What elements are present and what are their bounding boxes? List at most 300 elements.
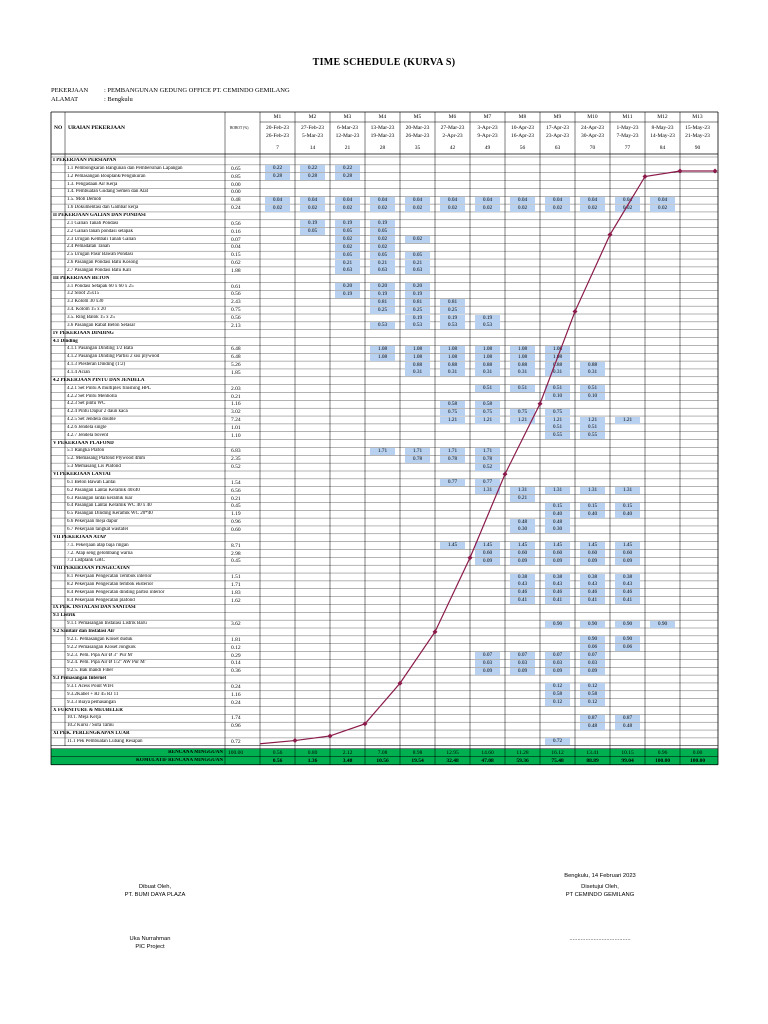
task-weight: 1.16 xyxy=(231,691,241,698)
task-weight: 2.43 xyxy=(231,299,241,306)
schedule-bar: 1.08 xyxy=(510,346,535,353)
task-weight: 0.12 xyxy=(231,644,241,651)
task-weight: 0.24 xyxy=(231,683,241,690)
schedule-bar: 0.60 xyxy=(475,550,500,557)
task-weight: 1.83 xyxy=(231,589,241,596)
schedule-bar: 0.04 xyxy=(440,197,465,204)
schedule-bar: 0.20 xyxy=(405,283,430,290)
schedule-bar: 1.71 xyxy=(440,448,465,455)
month-label: M9 xyxy=(553,114,562,120)
signer-name: Uka Nurrahman xyxy=(129,936,171,942)
date-from-label: 27-Feb-23 xyxy=(301,125,324,131)
task-label: 2.2 Galian tanah pondasi setapak xyxy=(67,228,133,234)
task-label: 9.2.4. Pem. Pipa Air Ø 1/2" AW Pur M' xyxy=(67,660,146,666)
schedule-bar: 0.09 xyxy=(615,558,640,565)
place-date: Bengkulu, 14 Februari 2023 xyxy=(564,873,636,879)
task-label: 8.4 Pekerjaan Pengecatan dinding partisi interior xyxy=(67,589,165,595)
task-label: 1.2 Pemasangan Bouplank/Pengukuran xyxy=(67,173,146,179)
schedule-bar: 0.90 xyxy=(580,636,605,643)
schedule-bar: 0.19 xyxy=(370,220,395,227)
schedule-bar: 0.31 xyxy=(580,369,605,376)
schedule-bar: 0.02 xyxy=(475,205,500,212)
schedule-bar: 0.07 xyxy=(545,652,570,659)
schedule-bar: 0.48 xyxy=(545,519,570,526)
schedule-bar: 1.08 xyxy=(405,354,430,361)
schedule-bar: 0.02 xyxy=(370,205,395,212)
schedule-bar: 1.31 xyxy=(545,487,570,494)
schedule-bar: 0.19 xyxy=(370,291,395,298)
task-label: 7.2. Atap seng gelombang warna xyxy=(67,550,133,556)
task-weight: 0.56 xyxy=(231,220,241,227)
task-label: 9.1.1 Pemasangan Instalasi Listrik Baru xyxy=(67,621,147,627)
schedule-bar: 0.75 xyxy=(475,409,500,416)
schedule-bar: 0.88 xyxy=(405,362,430,369)
kumulatif-value: 32.48 xyxy=(446,757,459,764)
schedule-bar: 0.43 xyxy=(510,581,535,588)
day-count-label: 77 xyxy=(624,145,631,151)
schedule-bar: 0.31 xyxy=(545,369,570,376)
task-weight: 2.98 xyxy=(231,550,241,557)
schedule-bar: 1.71 xyxy=(475,448,500,455)
schedule-bar: 1.21 xyxy=(440,417,465,424)
schedule-bar: 0.21 xyxy=(370,260,395,267)
date-to-label: 30-Apr-23 xyxy=(580,133,605,139)
task-weight: 1.16 xyxy=(231,401,241,408)
task-weight: 0.14 xyxy=(231,660,241,667)
task-weight: 1.10 xyxy=(231,432,241,439)
schedule-bar: 0.12 xyxy=(545,699,570,706)
schedule-bar: 0.04 xyxy=(615,197,640,204)
task-weight: 6.48 xyxy=(231,346,241,353)
schedule-bar: 0.19 xyxy=(475,315,500,322)
task-weight: 0.24 xyxy=(231,205,241,212)
schedule-bar: 0.60 xyxy=(545,550,570,557)
schedule-bar: 0.53 xyxy=(405,322,430,329)
task-weight: 0.07 xyxy=(231,236,241,243)
schedule-bar: 0.05 xyxy=(335,252,360,259)
schedule-bar: 0.04 xyxy=(370,197,395,204)
schedule-bar: 0.03 xyxy=(545,660,570,667)
schedule-bar: 0.25 xyxy=(370,307,395,314)
task-weight: 0.96 xyxy=(231,723,241,730)
schedule-bar: 1.45 xyxy=(580,542,605,549)
schedule-bar: 0.78 xyxy=(405,456,430,463)
schedule-bar: 1.08 xyxy=(475,346,500,353)
task-label: 6.5 Pasangan Dinding Keramik WC 20*40 xyxy=(67,511,153,517)
schedule-bar: 0.43 xyxy=(545,581,570,588)
rencana-value: 10.15 xyxy=(621,749,634,756)
day-count-label: 42 xyxy=(449,145,456,151)
task-label: 2.6 Pasangan Pondasi Batu Kosong xyxy=(67,260,138,266)
kumulatif-value: 19.54 xyxy=(411,757,424,764)
task-label: 9.3.3 Biaya pemasangan xyxy=(67,699,116,705)
schedule-bar: 0.46 xyxy=(510,589,535,596)
schedule-bar: 1.45 xyxy=(510,542,535,549)
rencana-value: 11.28 xyxy=(516,749,529,756)
task-weight: 0.56 xyxy=(231,291,241,298)
task-label: 4.1.2 Pasangan Dinding Partisi 2 sisi plywood xyxy=(67,354,160,360)
task-label: 4.2.1 Set Pintu A multiplex finishing HPL xyxy=(67,385,151,391)
schedule-bar: 0.40 xyxy=(545,511,570,518)
schedule-bar: 0.31 xyxy=(510,369,535,376)
schedule-bar: 0.90 xyxy=(580,621,605,628)
task-label: 3.3 Kolom 30 x30 xyxy=(67,299,104,305)
schedule-bar: 0.06 xyxy=(580,644,605,651)
schedule-bar: 0.12 xyxy=(545,683,570,690)
month-label: M10 xyxy=(587,114,598,120)
schedule-bar: 0.19 xyxy=(335,220,360,227)
month-label: M2 xyxy=(308,114,317,120)
schedule-bar: 0.02 xyxy=(545,205,570,212)
schedule-bar: 0.04 xyxy=(650,197,675,204)
day-count-label: 14 xyxy=(309,145,316,151)
month-label: M6 xyxy=(448,114,457,120)
rencana-value: 2.12 xyxy=(342,749,353,756)
task-label: 4.2 PEKERJAAN PINTU DAN JENDELA xyxy=(53,377,145,383)
kumulatif-value: 3.48 xyxy=(342,757,353,764)
task-weight: 0.29 xyxy=(231,652,241,659)
month-label: M4 xyxy=(378,114,387,120)
task-label: 7.1. Pekerjaan atap baja ringan xyxy=(67,542,129,548)
task-label: 9.2.3. Pem. Pipa Air Ø 3" Pur M' xyxy=(67,652,133,658)
task-weight: 0.96 xyxy=(231,519,241,526)
schedule-bar: 0.02 xyxy=(370,236,395,243)
schedule-bar: 0.90 xyxy=(615,621,640,628)
page-title: TIME SCHEDULE (KURVA S) xyxy=(312,57,456,68)
task-weight: 0.62 xyxy=(231,260,241,267)
schedule-bar: 0.48 xyxy=(510,519,535,526)
schedule-bar: 0.58 xyxy=(440,401,465,408)
schedule-bar: 1.08 xyxy=(405,346,430,353)
schedule-bar: 0.53 xyxy=(440,322,465,329)
schedule-bar: 0.19 xyxy=(440,315,465,322)
schedule-bar: 1.71 xyxy=(405,448,430,455)
schedule-bar: 0.21 xyxy=(335,260,360,267)
schedule-bar: 0.04 xyxy=(475,197,500,204)
schedule-bar: 0.09 xyxy=(510,558,535,565)
date-from-label: 10-Apr-23 xyxy=(510,125,535,131)
task-weight: 0.52 xyxy=(231,464,241,471)
rencana-value: 13.41 xyxy=(586,749,599,756)
schedule-bar: 1.21 xyxy=(475,417,500,424)
date-to-label: 23-Apr-23 xyxy=(545,133,570,139)
schedule-bar: 0.09 xyxy=(545,668,570,675)
schedule-bar: 0.63 xyxy=(335,267,360,274)
approver-signature-line: ...................................... xyxy=(569,936,631,942)
pekerjaan-value: : PEMBANGUNAN GEDUNG OFFICE PT. CEMINDO GEMILANG xyxy=(104,87,290,94)
task-label: 4.2.6 Jendela single xyxy=(67,424,107,430)
task-label: 4.2.4 Pintu Dapur 2 daun kaca xyxy=(67,409,128,415)
task-label: 6.3 Pasangan lantai keramik luar xyxy=(67,495,133,501)
date-to-label: 2-Apr-23 xyxy=(442,133,463,139)
schedule-bar: 0.21 xyxy=(405,260,430,267)
task-label: 2.1 Galian Tanah Pondasi xyxy=(67,220,119,226)
approved-label: Disetujui Oleh, xyxy=(581,884,619,890)
schedule-bar: 0.38 xyxy=(510,574,535,581)
schedule-bar: 1.08 xyxy=(545,346,570,353)
date-from-label: 6-Mar-23 xyxy=(337,125,358,131)
task-weight: 1.19 xyxy=(231,511,241,518)
schedule-bar: 0.51 xyxy=(510,385,535,392)
task-weight: 0.04 xyxy=(231,244,241,251)
header-bobot: BOBOT (%) xyxy=(230,126,249,130)
task-weight: 5.26 xyxy=(231,362,241,369)
date-from-label: 20-Mar-23 xyxy=(405,125,430,131)
task-label: 8.4 Pekerjaan Pengecatan plafond xyxy=(67,597,135,603)
task-label: 4.2.2 Set Pintu Menholla xyxy=(67,393,117,399)
task-weight: 1.85 xyxy=(231,369,241,376)
schedule-bar: 0.63 xyxy=(405,267,430,274)
schedule-bar: 1.21 xyxy=(615,417,640,424)
kumulatif-value: 99.04 xyxy=(621,757,634,764)
date-to-label: 14-May-23 xyxy=(650,133,675,139)
day-count-label: 49 xyxy=(484,145,491,151)
schedule-bar: 0.88 xyxy=(545,362,570,369)
task-label: 9.2.1. Pemasangan Kloset duduk xyxy=(67,636,133,642)
schedule-bar: 0.41 xyxy=(510,597,535,604)
schedule-bar: 0.88 xyxy=(510,362,535,369)
date-from-label: 27-Mar-23 xyxy=(440,125,465,131)
schedule-bar: 0.46 xyxy=(580,589,605,596)
schedule-bar: 0.60 xyxy=(580,550,605,557)
schedule-bar: 0.51 xyxy=(545,424,570,431)
schedule-bar: 0.78 xyxy=(440,456,465,463)
schedule-bar: 0.25 xyxy=(405,307,430,314)
schedule-bar: 0.07 xyxy=(475,652,500,659)
task-weight: 0.21 xyxy=(231,495,241,502)
schedule-bar: 1.21 xyxy=(545,417,570,424)
schedule-bar: 1.31 xyxy=(580,487,605,494)
task-weight: 2.13 xyxy=(231,322,241,329)
schedule-bar: 0.22 xyxy=(300,165,325,172)
rencana-value: 16.12 xyxy=(551,749,564,756)
task-weight: 1.88 xyxy=(231,267,241,274)
task-label: 1.5. Mob Demob xyxy=(67,197,102,203)
day-count-label: 28 xyxy=(379,145,386,151)
schedule-bar: 0.02 xyxy=(335,236,360,243)
schedule-bar: 0.20 xyxy=(335,283,360,290)
task-label: I PEKERJAAN PERSIAPAN xyxy=(53,158,117,163)
schedule-bar: 0.22 xyxy=(335,165,360,172)
schedule-bar: 0.48 xyxy=(615,723,640,730)
schedule-bar: 0.90 xyxy=(615,636,640,643)
schedule-bar: 0.04 xyxy=(265,197,290,204)
schedule-bar: 0.12 xyxy=(580,683,605,690)
schedule-bar: 0.05 xyxy=(300,228,325,235)
task-label: 3.1 Pondasi Setapak 60 x 60 x 25 xyxy=(67,283,134,289)
schedule-bar: 0.15 xyxy=(580,503,605,510)
kumulatif-value: 59.36 xyxy=(516,757,529,764)
task-weight: 0.65 xyxy=(231,165,241,172)
schedule-bar: 1.71 xyxy=(370,448,395,455)
task-label: IX PEK. INSTALASI DAN SANITASI xyxy=(53,605,136,611)
schedule-bar: 1.21 xyxy=(580,417,605,424)
rencana-value: 0.96 xyxy=(657,749,668,756)
rencana-value: 14.60 xyxy=(481,749,494,756)
task-weight: 0.56 xyxy=(231,315,241,321)
task-label: 7.3 Listplank GRC xyxy=(67,558,105,564)
date-from-label: 8-May-23 xyxy=(651,125,674,131)
alamat-value: : Bengkulu xyxy=(104,96,133,103)
kumulatif-value: 10.56 xyxy=(376,757,389,764)
date-to-label: 7-May-23 xyxy=(616,133,639,139)
date-from-label: 1-May-23 xyxy=(616,125,639,131)
task-weight: 0.75 xyxy=(231,307,241,314)
rencana-weight: 100.00 xyxy=(228,749,244,756)
schedule-bar: 0.09 xyxy=(510,668,535,675)
schedule-bar: 0.43 xyxy=(580,581,605,588)
task-label: VIII PEKERJAAN PENGECATAN xyxy=(53,566,130,572)
schedule-bar: 0.21 xyxy=(510,495,535,502)
schedule-bar: 0.63 xyxy=(370,267,395,274)
task-label: 8.2 Pekerjaan Pengecatan tembok eksterior xyxy=(67,581,154,587)
s-curve-point xyxy=(328,733,333,738)
schedule-bar: 0.87 xyxy=(580,715,605,722)
s-curve-line xyxy=(260,171,715,744)
schedule-bar: 0.58 xyxy=(545,691,570,698)
schedule-bar: 0.77 xyxy=(440,479,465,486)
rencana-value: 8.98 xyxy=(412,749,423,756)
schedule-bar: 0.41 xyxy=(615,597,640,604)
task-label: 9.3.2Kabel + RJ 45 RJ 11 xyxy=(67,691,119,697)
task-label: 9.1 Listrik xyxy=(53,613,76,619)
schedule-bar: 0.19 xyxy=(405,291,430,298)
schedule-bar: 0.52 xyxy=(475,464,500,471)
schedule-bar: 0.75 xyxy=(440,409,465,416)
schedule-bar: 0.38 xyxy=(545,574,570,581)
schedule-bar: 0.25 xyxy=(440,307,465,314)
task-weight: 3.62 xyxy=(231,621,241,628)
schedule-bar: 0.53 xyxy=(475,322,500,329)
schedule-bar: 0.12 xyxy=(580,699,605,706)
schedule-bar: 0.07 xyxy=(580,652,605,659)
schedule-bar: 1.45 xyxy=(475,542,500,549)
schedule-bar: 0.60 xyxy=(510,550,535,557)
task-label: 10.2 Kursi / Sofa Tamu xyxy=(67,723,114,729)
date-from-label: 17-Apr-23 xyxy=(545,125,570,131)
task-label: X FURNITURE & MEUBELER xyxy=(53,707,123,713)
schedule-bar: 0.51 xyxy=(545,385,570,392)
task-label: 2.3 Urugan Kembali Tanah Galian xyxy=(67,236,136,242)
kumulatif-value: 88.89 xyxy=(586,757,599,764)
date-to-label: 19-Mar-23 xyxy=(370,133,395,139)
month-label: M11 xyxy=(622,114,633,120)
schedule-bar: 0.20 xyxy=(370,283,395,290)
schedule-bar: 1.08 xyxy=(440,346,465,353)
task-label: 2.5 Urugan Pasir Bawah Pondasi xyxy=(67,252,133,258)
task-label: VI PEKERJAAN LANTAI xyxy=(53,472,111,477)
task-weight: 0.21 xyxy=(231,393,241,400)
day-count-label: 35 xyxy=(414,145,421,151)
schedule-bar: 0.04 xyxy=(300,197,325,204)
schedule-bar: 0.02 xyxy=(615,205,640,212)
schedule-bar: 0.09 xyxy=(475,558,500,565)
task-weight: 0.85 xyxy=(231,173,241,180)
task-weight: 1.01 xyxy=(231,424,241,431)
task-label: 3.5. Ring Balok 15 x 25 xyxy=(67,315,115,320)
schedule-bar: 0.02 xyxy=(650,205,675,212)
schedule-bar: 0.04 xyxy=(510,197,535,204)
schedule-bar: 0.09 xyxy=(580,558,605,565)
s-curve-point xyxy=(503,472,508,477)
schedule-bar: 1.21 xyxy=(510,417,535,424)
schedule-bar: 0.88 xyxy=(440,362,465,369)
s-curve-point xyxy=(468,555,473,560)
schedule-bar: 0.04 xyxy=(405,197,430,204)
date-to-label: 16-Apr-23 xyxy=(510,133,535,139)
schedule-bar: 0.55 xyxy=(545,432,570,439)
day-count-label: 84 xyxy=(659,145,666,151)
month-label: M8 xyxy=(518,114,527,120)
task-weight: 1.74 xyxy=(231,715,241,722)
alamat-label: ALAMAT xyxy=(51,96,79,103)
task-label: 6.7 Pekerjaan tangkat wastafel xyxy=(67,526,129,532)
schedule-bar: 0.03 xyxy=(580,660,605,667)
schedule-bar: 0.30 xyxy=(510,526,535,533)
header-no: NO xyxy=(54,125,63,131)
kumulatif-value: 75.48 xyxy=(551,757,564,764)
kumulatif-value: 100.00 xyxy=(654,757,671,764)
task-weight: 0.00 xyxy=(231,181,241,188)
date-from-label: 15-May-23 xyxy=(685,125,710,131)
schedule-bar: 1.45 xyxy=(615,542,640,549)
task-weight: 0.61 xyxy=(231,283,241,290)
schedule-bar: 0.38 xyxy=(580,574,605,581)
kumulatif-value: 100.00 xyxy=(689,757,706,764)
schedule-bar: 0.58 xyxy=(580,691,605,698)
task-weight: 6.56 xyxy=(231,487,241,494)
schedule-bar: 0.19 xyxy=(300,220,325,227)
task-label: 5.1 Rangka Plafon xyxy=(67,448,105,454)
task-label: 5.2. Memasang Plafond Plywood 4mm xyxy=(67,456,146,462)
schedule-bar: 0.09 xyxy=(545,558,570,565)
schedule-bar: 0.02 xyxy=(335,205,360,212)
task-label: XI PEK. PERLENGKAPAN LUAR xyxy=(53,731,130,737)
kumulatif-value: 47.08 xyxy=(481,757,494,764)
day-count-label: 56 xyxy=(519,145,526,151)
rencana-value: 0.56 xyxy=(272,749,283,756)
schedule-bar: 0.46 xyxy=(615,589,640,596)
task-label: 4.2.5 Set Jendela double xyxy=(67,417,116,423)
task-label: 4.1 Dinding xyxy=(53,338,78,344)
made-by-label: Dibuat Oleh, xyxy=(138,884,172,890)
schedule-bar: 1.08 xyxy=(440,354,465,361)
schedule-bar: 0.81 xyxy=(440,299,465,306)
date-to-label: 26-Mar-23 xyxy=(405,133,430,139)
month-label: M13 xyxy=(692,114,703,120)
schedule-bar: 0.31 xyxy=(440,369,465,376)
schedule-bar: 0.02 xyxy=(335,244,360,251)
month-label: M5 xyxy=(413,114,422,120)
task-label: 6.1 Beton Bawah Lantai xyxy=(67,479,116,485)
day-count-label: 70 xyxy=(589,145,596,151)
schedule-bar: 0.02 xyxy=(265,205,290,212)
month-label: M3 xyxy=(343,114,352,120)
schedule-bar: 0.03 xyxy=(510,660,535,667)
schedule-bar: 0.15 xyxy=(545,503,570,510)
schedule-bar: 0.31 xyxy=(405,369,430,376)
task-label: 10.1. Meja Kerja xyxy=(67,715,101,721)
made-by-company: PT. BUMI DAYA PLAZA xyxy=(124,892,186,898)
date-from-label: 24-Apr-23 xyxy=(580,125,605,131)
schedule-bar: 0.53 xyxy=(370,322,395,329)
schedule-bar: 0.10 xyxy=(545,393,570,400)
schedule-bar: 0.48 xyxy=(580,723,605,730)
schedule-bar: 0.05 xyxy=(370,252,395,259)
task-weight: 6.83 xyxy=(231,448,241,455)
task-label: VII PEKERJAAN ATAP xyxy=(53,534,107,540)
approved-company: PT CEMINDO GEMILANG xyxy=(565,892,635,898)
